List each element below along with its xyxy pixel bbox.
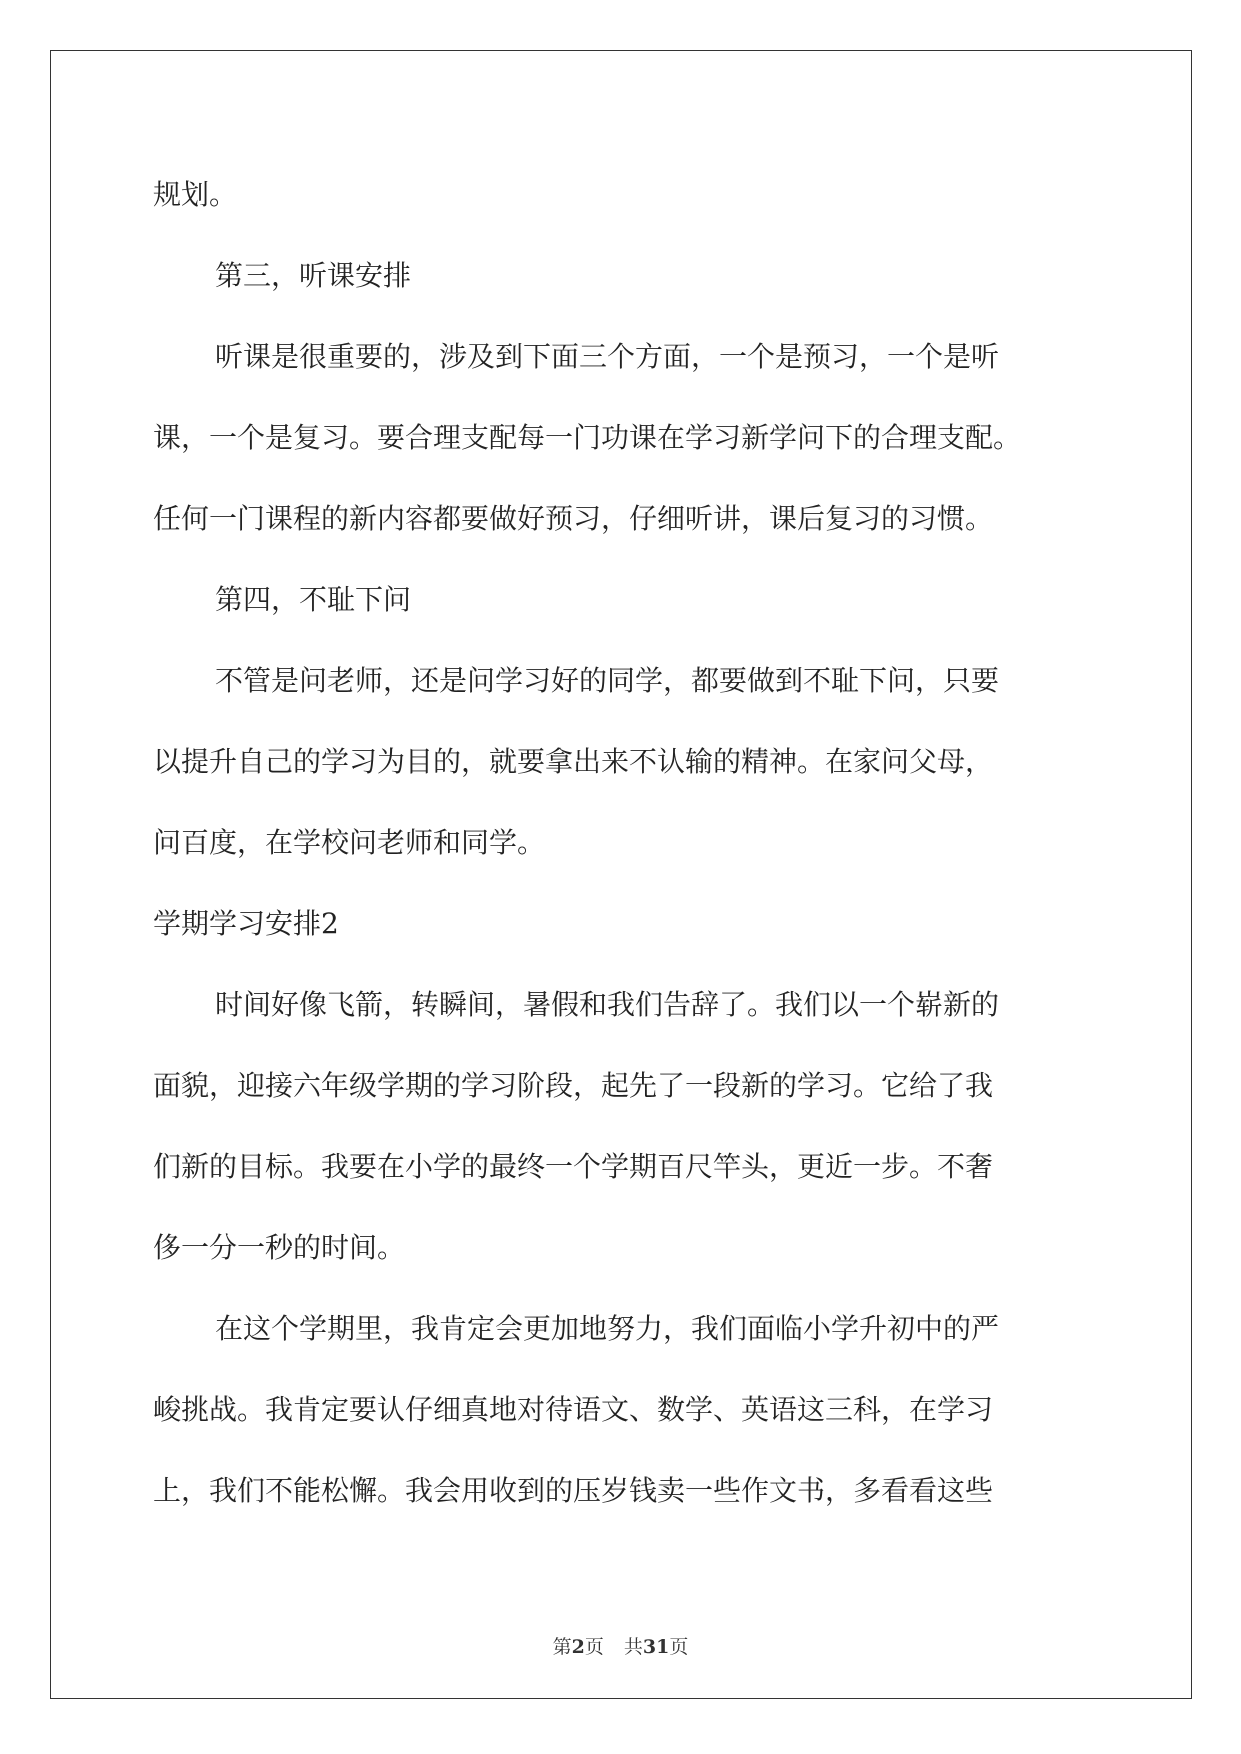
total-suffix: 页 [669, 1636, 689, 1658]
document-body [153, 154, 1093, 1531]
page-footer [0, 1632, 1241, 1659]
text-line: 侈一分一秒的时间。 [153, 1231, 406, 1264]
text-line: 规划。 [153, 178, 238, 211]
section-heading: 第四，不耻下问 [215, 583, 412, 616]
article-title: 学期学习安排2 [153, 907, 339, 940]
total-prefix: 共 [623, 1636, 643, 1658]
text-line: 以提升自己的学习为目的，就要拿出来不认输的精神。在家问父母， [153, 745, 994, 778]
page-prefix: 第 [552, 1636, 572, 1658]
text-line: 不管是问老师，还是问学习好的同学，都要做到不耻下问，只要 [215, 664, 1000, 697]
text-line: 听课是很重要的，涉及到下面三个方面，一个是预习，一个是听 [215, 340, 1000, 373]
total-pages: 31 [642, 1636, 670, 1658]
text-line: 面貌，迎接六年级学期的学习阶段，起先了一段新的学习。它给了我 [153, 1069, 994, 1102]
text-line: 问百度，在学校问老师和同学。 [153, 826, 546, 859]
page-suffix: 页 [584, 1636, 604, 1658]
text-line: 们新的目标。我要在小学的最终一个学期百尺竿头，更近一步。不奢 [153, 1150, 994, 1183]
text-line: 峻挑战。我肯定要认仔细真地对待语文、数学、英语这三科，在学习 [153, 1393, 994, 1426]
text-line: 在这个学期里，我肯定会更加地努力，我们面临小学升初中的严 [215, 1312, 1000, 1345]
section-heading: 第三，听课安排 [215, 259, 412, 292]
text-line: 上，我们不能松懈。我会用收到的压岁钱卖一些作文书，多看看这些 [153, 1474, 994, 1507]
page-number: 2 [571, 1636, 585, 1658]
text-line: 任何一门课程的新内容都要做好预习，仔细听讲，课后复习的习惯。 [153, 502, 994, 535]
text-line: 课，一个是复习。要合理支配每一门功课在学习新学问下的合理支配。 [153, 421, 1022, 454]
text-line: 时间好像飞箭，转瞬间，暑假和我们告辞了。我们以一个崭新的 [215, 988, 1000, 1021]
